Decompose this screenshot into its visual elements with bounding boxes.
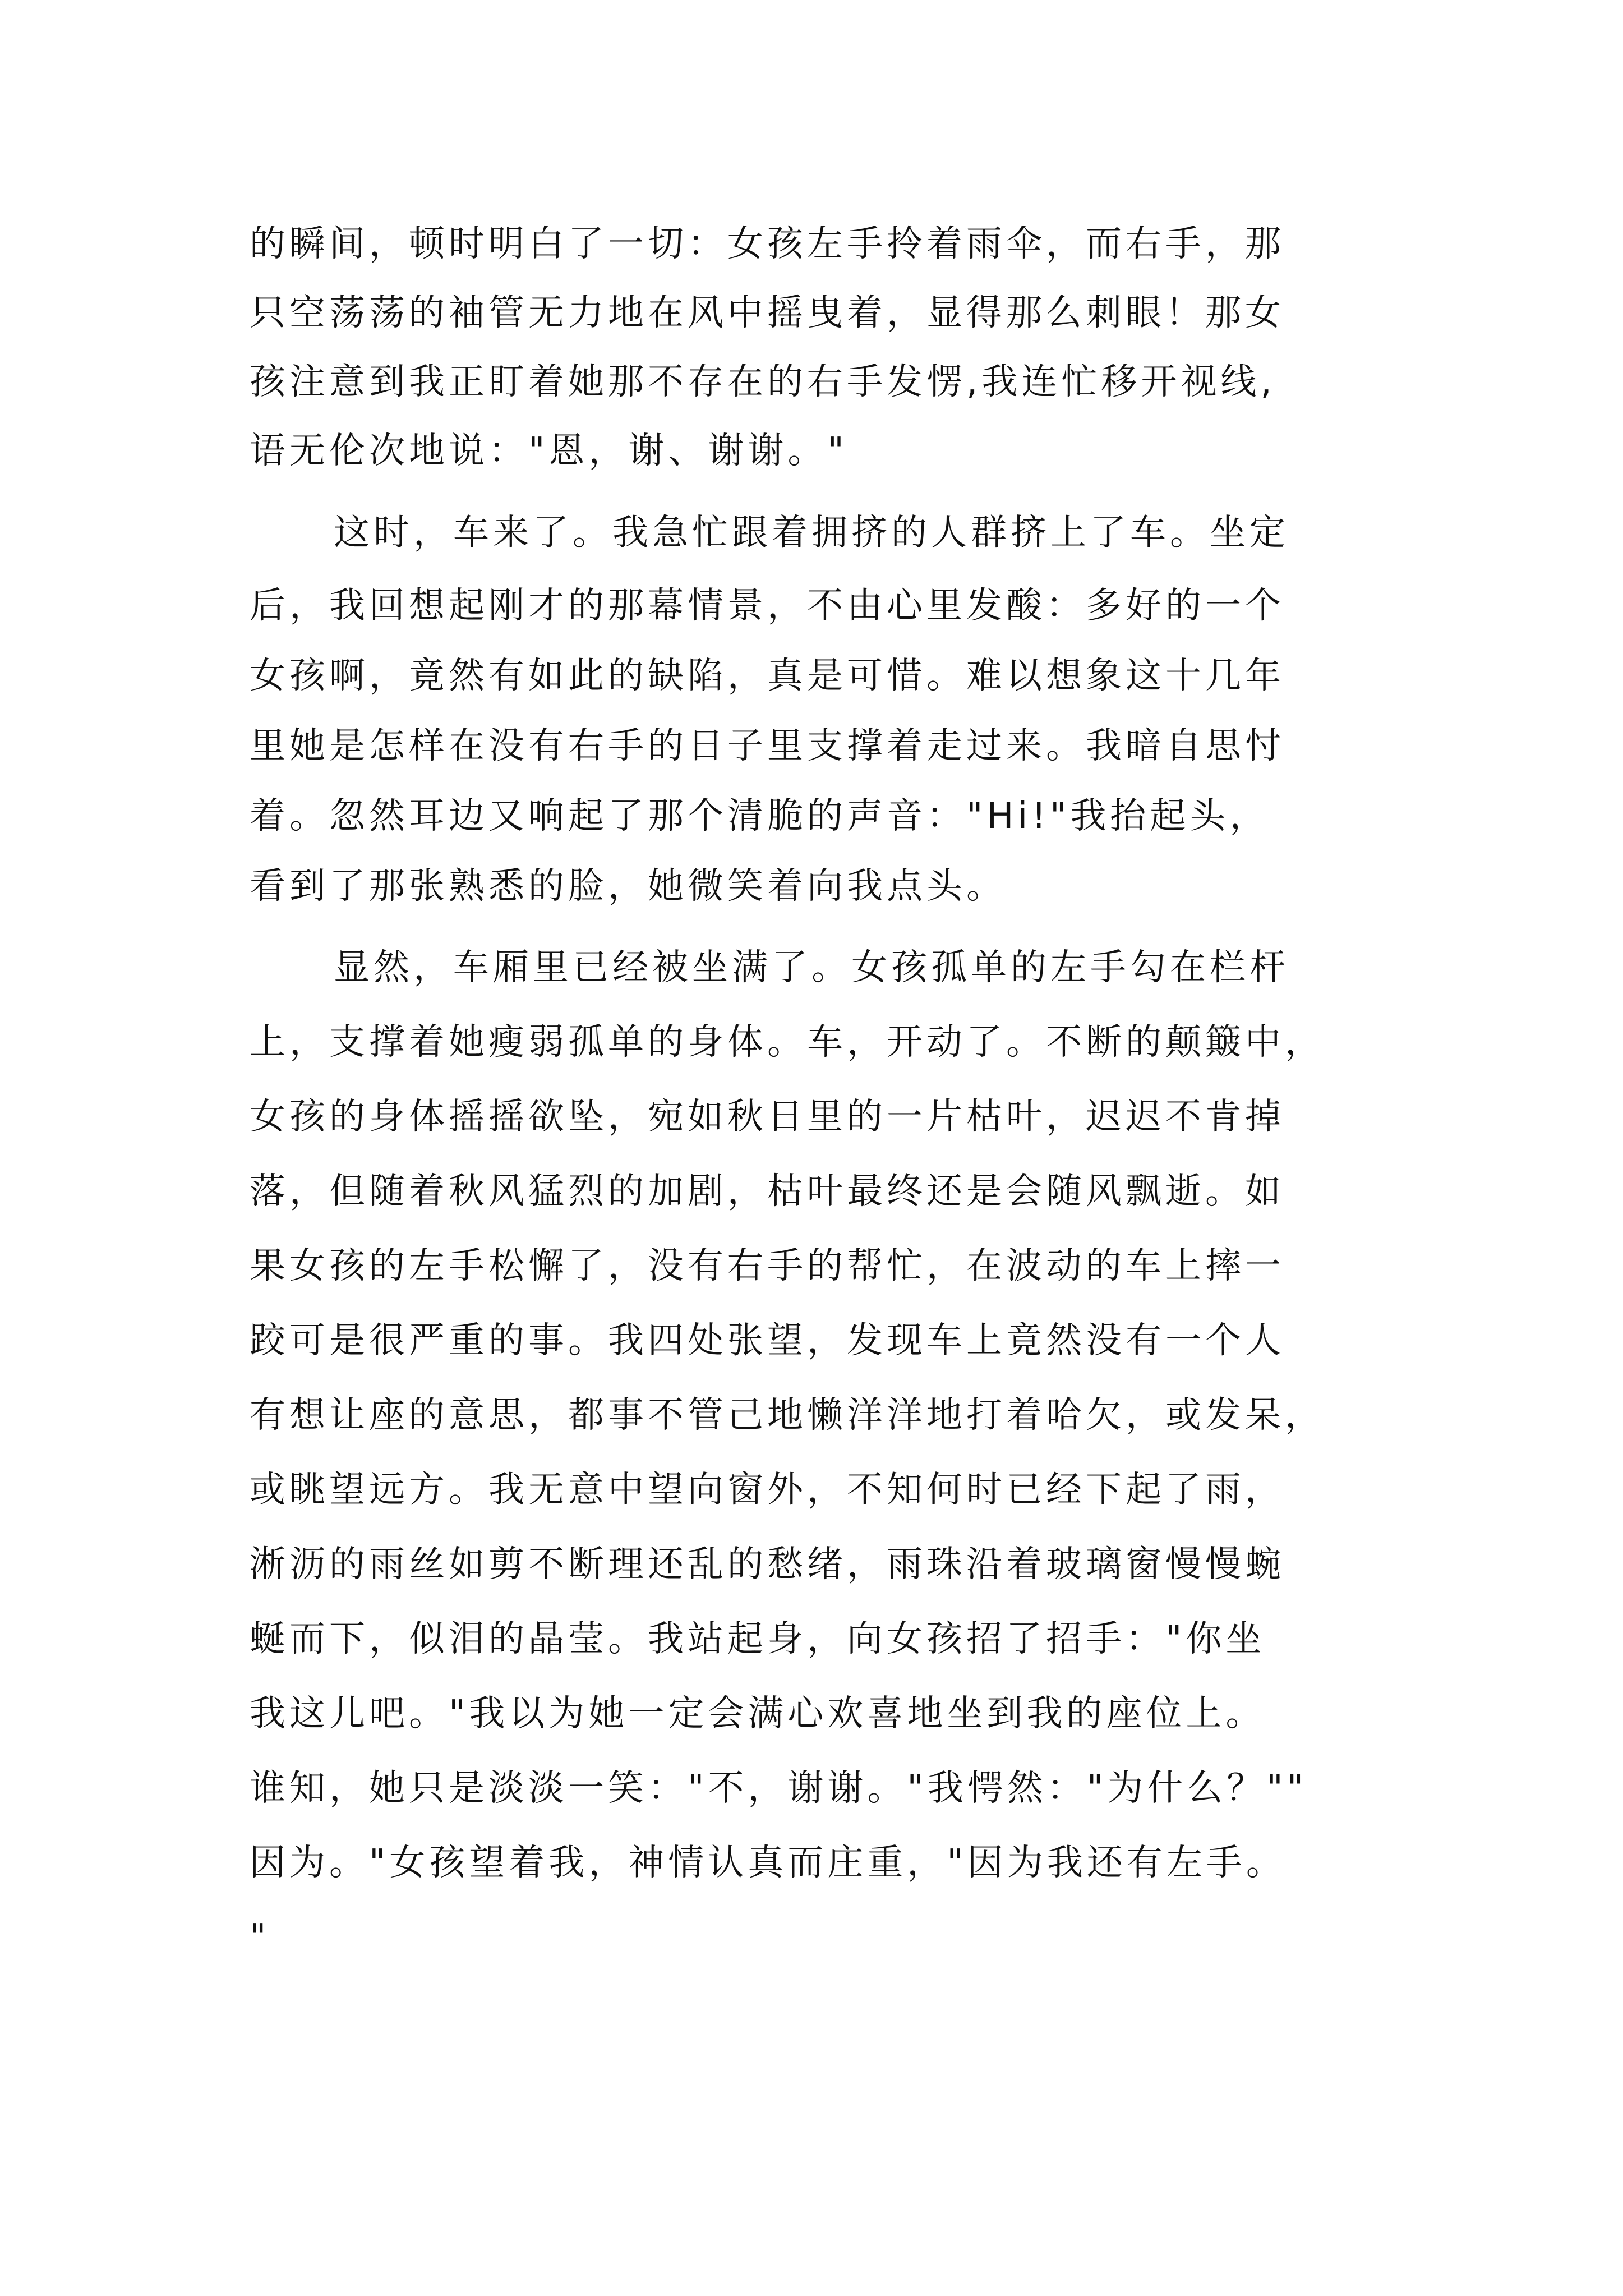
text-line: 孩注意到我正盯着她那不存在的右手发愣,我连忙移开视线,: [250, 361, 1276, 403]
text-line: 只空荡荡的袖管无力地在风中摇曳着，显得那么刺眼！那女: [250, 292, 1285, 334]
text-line: 跤可是很严重的事。我四处张望，发现车上竟然没有一个人: [250, 1320, 1285, 1361]
text-line: 蜒而下，似泪的晶莹。我站起身，向女孩招了招手："你坐: [250, 1618, 1266, 1660]
text-line: 着。忽然耳边又响起了那个清脆的声音："Hi!"我抬起头，: [250, 795, 1270, 837]
text-line: 里她是怎样在没有右手的日子里支撑着走过来。我暗自思忖: [250, 725, 1285, 767]
text-line: 女孩啊，竟然有如此的缺陷，真是可惜。难以想象这十几年: [250, 655, 1285, 697]
text-line: 谁知，她只是淡淡一笑："不，谢谢。"我愕然："为什么？"": [250, 1768, 1308, 1809]
text-line: 淅沥的雨丝如剪不断理还乱的愁绪，雨珠沿着玻璃窗慢慢蜿: [250, 1544, 1285, 1585]
text-line: 女孩的身体摇摇欲坠，宛如秋日里的一片枯叶，迟迟不肯掉: [250, 1096, 1285, 1138]
text-line: 后，我回想起刚才的那幕情景，不由心里发酸：多好的一个: [250, 585, 1285, 627]
text-line: 因为。"女孩望着我，神情认真而庄重，"因为我还有左手。: [250, 1842, 1286, 1884]
paragraph-first-line: 显然，车厢里已经被坐满了。女孩孤单的左手勾在栏杆: [334, 947, 1289, 988]
text-line: 的瞬间，顿时明白了一切：女孩左手拎着雨伞，而右手，那: [250, 223, 1285, 265]
text-line: 有想让座的意思，都事不管己地懒洋洋地打着哈欠，或发呆，: [250, 1395, 1325, 1436]
text-line: ": [250, 1917, 270, 1958]
text-line: 落，但随着秋风猛烈的加剧，枯叶最终还是会随风飘逝。如: [250, 1171, 1285, 1212]
text-line: 语无伦次地说："恩，谢、谢谢。": [250, 430, 848, 472]
paragraph-first-line: 这时，车来了。我急忙跟着拥挤的人群挤上了车。坐定: [334, 512, 1289, 554]
text-line: 或眺望远方。我无意中望向窗外，不知何时已经下起了雨，: [250, 1469, 1285, 1511]
text-line: 看到了那张熟悉的脸，她微笑着向我点头。: [250, 866, 1006, 907]
text-line: 上，支撑着她瘦弱孤单的身体。车，开动了。不断的颠簸中，: [250, 1022, 1325, 1063]
text-line: 我这儿吧。"我以为她一定会满心欢喜地坐到我的座位上。: [250, 1693, 1266, 1734]
text-line: 果女孩的左手松懈了，没有右手的帮忙，在波动的车上摔一: [250, 1245, 1285, 1287]
